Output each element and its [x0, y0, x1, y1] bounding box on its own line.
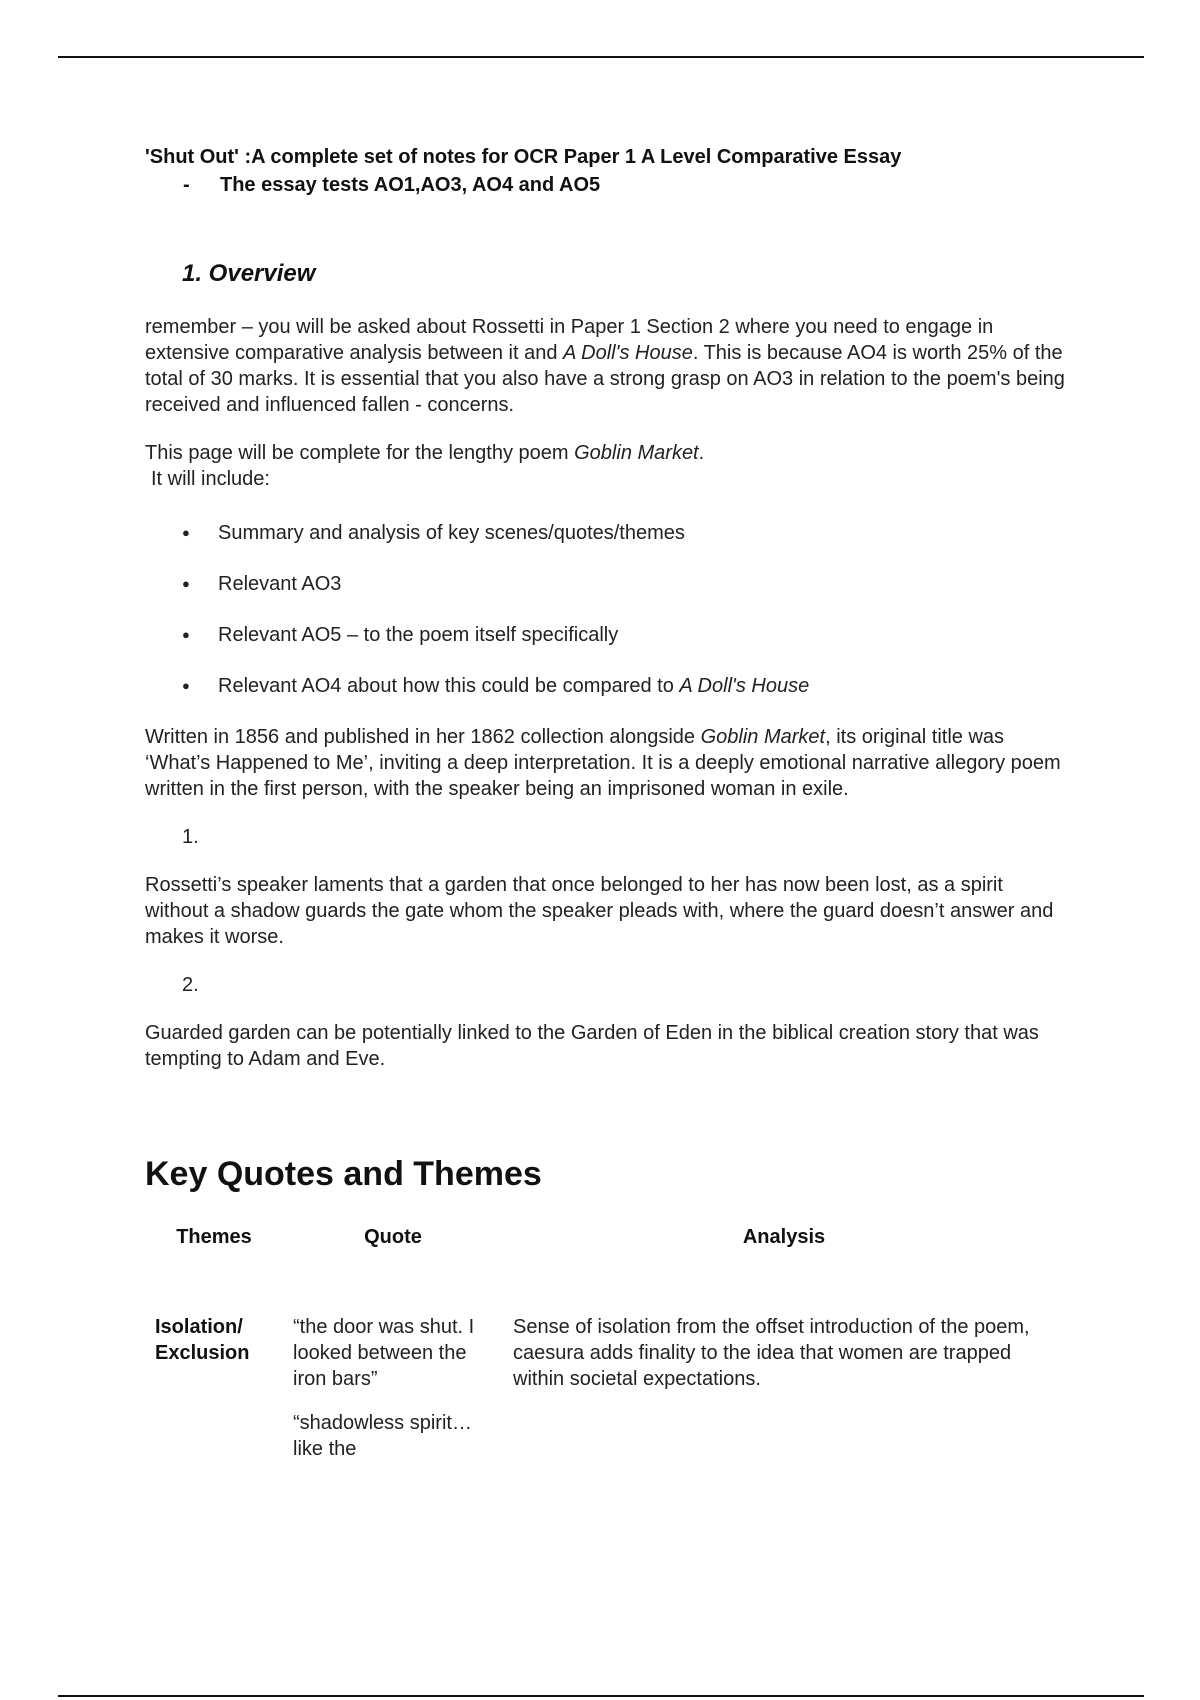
table-header-row [145, 1224, 1065, 1314]
list-item-text: Relevant AO4 about how this could be compared to [218, 675, 680, 697]
key-quotes-heading: Key Quotes and Themes [145, 1155, 542, 1193]
bottom-rule [58, 1695, 1144, 1697]
column-header-themes: Themes [176, 1226, 252, 1248]
subtitle-dash: - [183, 174, 190, 196]
table-row [145, 1314, 1065, 1480]
context-italic: Goblin Market [700, 726, 826, 748]
numbered-marker-1: 1. [182, 826, 199, 848]
list-item: ● Summary and analysis of key scenes/quotes/themes [145, 520, 1065, 546]
list-item-italic: A Doll's House [679, 675, 810, 697]
overview-include-line: It will include: [151, 468, 270, 490]
overview-heading: 1. Overview [182, 260, 316, 287]
document-title: 'Shut Out' :A complete set of notes for OCR Paper 1 A Level Comparative Essay [145, 146, 902, 168]
overview-p2-text-a: This page will be complete for the lengthy poem [145, 442, 575, 464]
top-rule [58, 56, 1144, 58]
list-item [145, 673, 1065, 699]
quote-text-2: “shadowless spirit… like the [293, 1412, 472, 1460]
column-header-analysis: Analysis [742, 1226, 826, 1248]
subtitle-text: The essay tests AO1,AO3, AO4 and AO5 [220, 174, 601, 196]
context-text-b: , its original title was ‘What’s Happened to Me’, inviting a deep interpretation. It is a deeply emotional narrative allegory poem written in the first person, with the speaker being an imprisoned woman in exile. [145, 726, 1061, 800]
quotes-table [145, 1224, 1065, 1480]
overview-p2-italic: Goblin Market [574, 442, 699, 464]
analysis-cell: Sense of isolation from the offset introduction of the poem, caesura adds finality to the idea that women are trapped within societal expectations. [513, 1316, 1030, 1390]
list-item: ● Relevant AO5 – to the poem itself specifically [145, 622, 1065, 648]
numbered-marker-2: 2. [182, 974, 199, 996]
numbered-paragraph-2: Guarded garden can be potentially linked to the Garden of Eden in the biblical creation story that was tempting to Adam and Eve. [145, 1022, 1039, 1070]
quote-cell [283, 1314, 503, 1480]
theme-cell: Isolation/ Exclusion [155, 1316, 250, 1364]
quote-text-1: “the door was shut. I looked between the iron bars” [293, 1316, 475, 1390]
context-paragraph [145, 724, 1065, 802]
column-header-quote: Quote [364, 1226, 422, 1248]
overview-paragraph-2 [145, 440, 1065, 492]
context-text-a: Written in 1856 and published in her 1862 collection alongside [145, 726, 701, 748]
overview-p1-text-a: remember – you will be asked about Rossetti in Paper 1 Section 2 where you need to engage in extensive comparative analysis between it and [145, 316, 994, 364]
overview-p1-italic: A Doll's House [563, 342, 693, 364]
overview-p1-text-b: . This is because AO4 is worth 25% of the total of 30 marks. It is essential that you also have a strong grasp on AO3 in relation to the poem's being received and influenced fallen - concerns. [145, 342, 1065, 416]
overview-paragraph-1 [145, 314, 1065, 418]
numbered-paragraph-1: Rossetti’s speaker laments that a garden that once belonged to her has now been lost, as a spirit without a shadow guards the gate whom the speaker pleads with, where the guard doesn’t answer and makes it worse. [145, 874, 1054, 948]
document-subtitle [145, 171, 1065, 199]
include-list [145, 520, 1065, 699]
list-item: ● Relevant AO3 [145, 571, 1065, 597]
overview-p2-text-b: . [698, 442, 705, 464]
document-content [145, 143, 1065, 1480]
